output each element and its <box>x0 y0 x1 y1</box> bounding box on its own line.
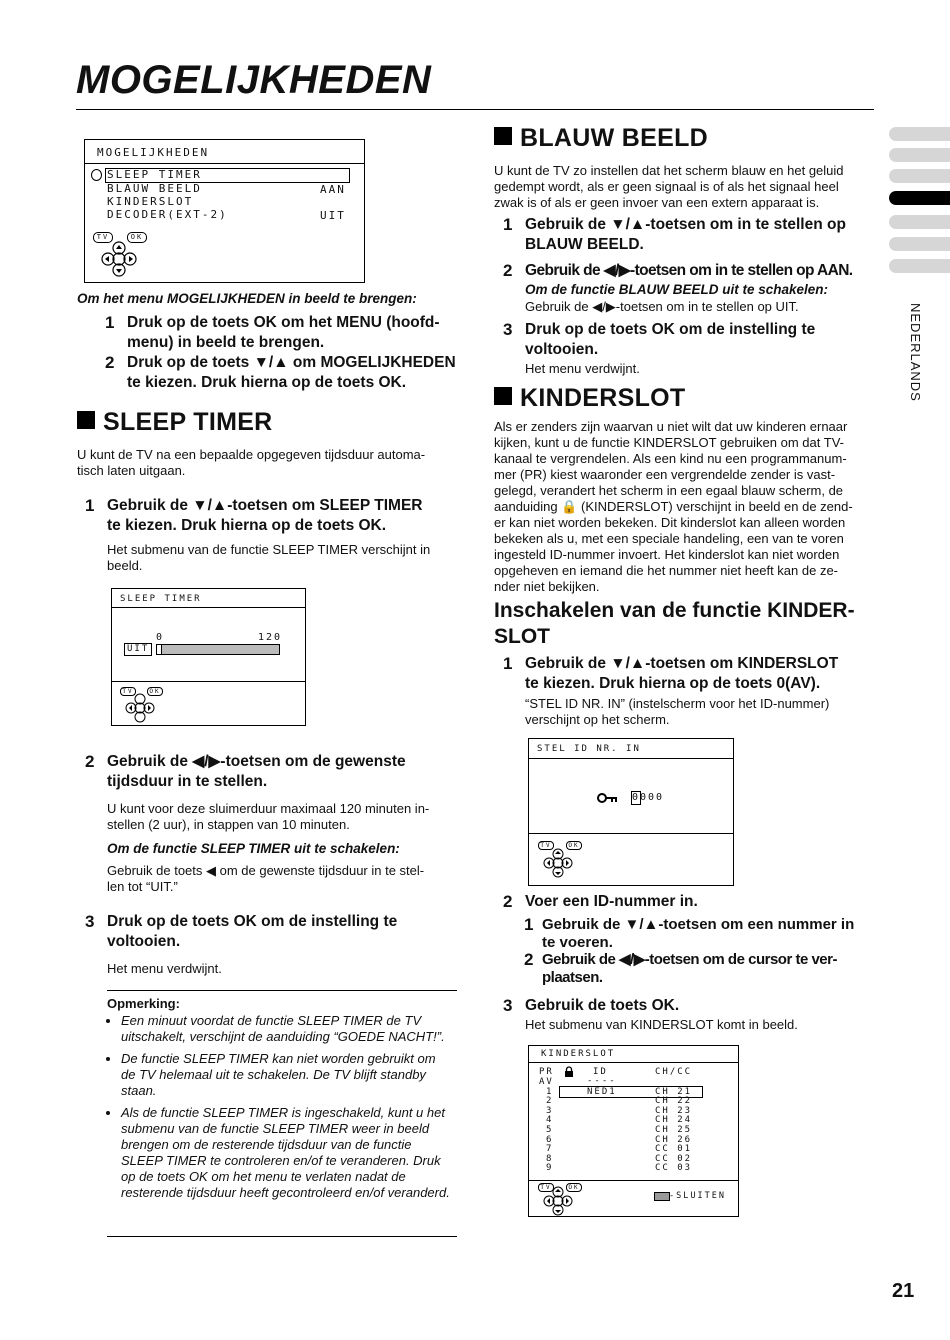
sleep-step-2-sub: U kunt voor deze sluimerduur maximaal 120 minuten in- stellen (2 uur), in stappen van 10 minuten. <box>107 801 430 832</box>
divider <box>85 163 364 164</box>
kinderslot-screen-title: KINDERSLOT <box>541 1049 616 1059</box>
intro-step-2-line-2: te kiezen. Druk hierna op de toets OK. <box>127 374 407 391</box>
table-cell-pr: 7 <box>546 1144 554 1155</box>
blauw-intro: U kunt de TV zo instellen dat het scherm blauw en het geluid gedempt wordt, als er geen signaal is of als het signaal heel zwak is of als er geen invoer van een extern apparaat is. <box>494 163 844 210</box>
sleep-timer-screen <box>111 588 306 726</box>
table-cell-ch: CH 23 <box>655 1105 693 1116</box>
lock-icon <box>564 1066 574 1077</box>
menu-item-blauw-beeld[interactable]: BLAUW BEELD <box>107 182 202 195</box>
divider <box>112 607 305 608</box>
kinder-step-2: 2 Voer een ID-nummer in. <box>503 892 698 911</box>
side-tab <box>889 259 950 273</box>
table-cell-id[interactable]: ---- <box>587 1076 617 1086</box>
step-number: 1 <box>524 915 534 934</box>
blauw-step-3: 3 Druk op de toets OK om de instelling te voltooien. <box>503 320 816 358</box>
sleep-step-3: 3 Druk op de toets OK om de instelling te voltooien. <box>85 912 398 950</box>
id-screen-title: STEL ID NR. IN <box>537 744 641 754</box>
col-header-pr: PR <box>539 1067 554 1077</box>
ok-button-icon: OK <box>127 232 147 243</box>
scale-max: 120 <box>258 632 283 643</box>
menu-value-uit: UIT <box>320 209 346 222</box>
kinder-sub-heading: Inschakelen van de functie KINDER- SLOT <box>494 599 855 648</box>
step-number: 1 <box>85 496 95 515</box>
page-title: MOGELIJKHEDEN <box>76 58 432 102</box>
square-bullet-icon <box>494 127 512 145</box>
sleep-step-2: 2 Gebruik de ◀/▶-toetsen om de gewenste tijdsduur in te stellen. <box>85 752 406 790</box>
table-cell-pr: 2 <box>546 1096 554 1107</box>
note-item: • Een minuut voordat de functie SLEEP TIMER de TV uitschakelt, verschijnt de aanduiding “GOEDE NACHT!”. <box>121 1013 450 1045</box>
note-heading: Opmerking: <box>107 996 180 1011</box>
title-rule <box>76 109 874 110</box>
tv-button-icon: TV <box>120 687 136 696</box>
step-number: 2 <box>105 353 115 372</box>
ok-button-icon: OK <box>566 841 582 850</box>
tv-button-icon: TV <box>93 232 113 243</box>
sleep-value-label: UIT <box>124 643 152 656</box>
table-cell-pr: 3 <box>546 1105 554 1116</box>
side-tab <box>889 237 950 251</box>
sleep-slider-track[interactable] <box>156 644 280 655</box>
table-cell-ch: CC 01 <box>655 1144 693 1155</box>
note-item: • Als de functie SLEEP TIMER is ingeschakeld, kunt u het submenu van de functie SLEEP TIMER weer in beeld brengen om de resterende tijdsduur van de functie SLEEP TIMER te controleren en/of te veranderen. Druk op de toets OK om het menu te verlaten nadat de resterende tijdsduur heeft gecontroleerd en/of veranderd. <box>121 1105 450 1201</box>
kinder-step-1: 1 Gebruik de ▼/▲-toetsen om KINDERSLOT te kiezen. Druk hierna op de toets 0(AV). <box>503 654 839 692</box>
step-number: 1 <box>503 215 513 234</box>
dpad-icon <box>542 1188 574 1214</box>
menu-item-sleep-timer[interactable]: SLEEP TIMER <box>107 168 202 181</box>
step-number: 2 <box>85 752 95 771</box>
table-cell-pr: 5 <box>546 1125 554 1135</box>
divider <box>529 758 733 759</box>
kinder-step-2-1: 1 Gebruik de ▼/▲-toetsen om een nummer in te voeren. <box>524 915 855 951</box>
sleep-step-1: 1 Gebruik de ▼/▲-toetsen om SLEEP TIMER te kiezen. Druk hierna op de toets OK. <box>85 496 423 534</box>
intro-step-1 <box>105 313 462 353</box>
intro-step-1-line-1: Druk op de toets OK om het MENU (hoofd- <box>127 314 440 331</box>
kinder-step-1-sub: “STEL ID NR. IN” (instelscherm voor het ID-nummer) verschijnt op het scherm. <box>525 696 830 727</box>
sleep-slider-handle[interactable] <box>157 645 162 654</box>
menu-cursor-icon <box>91 169 102 181</box>
side-tab <box>889 127 950 141</box>
sleep-step-3-sub: Het menu verdwijnt. <box>107 961 222 976</box>
side-tab <box>889 215 950 229</box>
ok-button-icon: OK <box>566 1183 582 1192</box>
key-icon <box>597 791 619 805</box>
divider <box>529 1062 738 1063</box>
step-number: 3 <box>503 996 513 1015</box>
table-cell-pr: 9 <box>546 1163 554 1174</box>
kinderslot-screen <box>528 1045 739 1217</box>
table-cell-ch: CH 24 <box>655 1115 693 1126</box>
table-cell-ch: CC 03 <box>655 1163 693 1174</box>
kinder-intro: Als er zenders zijn waarvan u niet wilt dat uw kinderen ernaar kijken, kunt u de functie KINDERSLOT gebruiken om dat TV- kanaal te vergrendelen. Als een kind nu een programmanum- mer (PR) kiest waaronder een vergrendelde zender is vast- gelegd, verandert het scherm in een egaal blauw scherm, de aanduiding 🔒 (KINDERSLOT) verschijnt in beeld en de zend- er kan niet worden bekeken. Dit kinderslot kan alleen worden bekeken als u, met een speciale handeling, een van te voren ingesteld ID-nummer invoert. Het kinderslot kan niet worden opgeheven en iemand die het nummer niet heeft kan de ze- nder niet bekijken. <box>494 419 853 594</box>
menu-value-aan: AAN <box>320 183 346 196</box>
note-rule-top <box>107 990 457 991</box>
divider <box>529 833 733 834</box>
id-input[interactable]: 0000 <box>632 792 665 803</box>
id-screen <box>528 738 734 886</box>
side-language-label: NEDERLANDS <box>908 303 923 402</box>
step-number: 3 <box>85 912 95 931</box>
sleep-timer-heading: SLEEP TIMER <box>77 408 273 437</box>
sleep-step-1-sub: Het submenu van de functie SLEEP TIMER verschijnt in beeld. <box>107 542 431 573</box>
table-cell-ch: CH 22 <box>655 1096 693 1107</box>
side-tab <box>889 169 950 183</box>
blue-button-icon <box>654 1192 670 1201</box>
dpad-icon <box>99 241 139 277</box>
col-header-ch: CH/CC <box>655 1067 693 1077</box>
intro-step-2 <box>105 353 462 393</box>
kinder-step-2-2: 2 Gebruik de ◀/▶-toetsen om de cursor te ver- plaatsen. <box>524 950 837 986</box>
table-cell-ch: CH 26 <box>655 1134 693 1145</box>
step-number: 2 <box>503 261 513 280</box>
table-cell-id[interactable]: NED1 <box>587 1086 617 1097</box>
close-label[interactable]: -SLUITEN <box>669 1191 726 1201</box>
col-header-id: ID <box>593 1067 608 1077</box>
side-tab <box>889 148 950 162</box>
menu-item-kinderslot[interactable]: KINDERSLOT <box>107 195 194 208</box>
tv-button-icon: TV <box>538 841 554 850</box>
square-bullet-icon <box>77 411 95 429</box>
kinder-step-3: 3 Gebruik de toets OK. <box>503 996 680 1015</box>
step-number: 3 <box>503 320 513 339</box>
table-cell-pr: 1 <box>546 1086 554 1097</box>
intro-step-2-line-1: Druk op de toets ▼/▲ om MOGELIJKHEDEN <box>127 354 456 371</box>
intro-step-1-line-2: menu) in beeld te brengen. <box>127 334 325 351</box>
table-cell-ch: CC 02 <box>655 1153 693 1164</box>
kinder-step-3-sub: Het submenu van KINDERSLOT komt in beeld. <box>525 1017 798 1032</box>
divider <box>112 681 305 682</box>
dpad-icon <box>124 694 156 722</box>
note-rule-bottom <box>107 1236 457 1237</box>
step-number: 2 <box>503 892 513 911</box>
tv-button-icon: TV <box>538 1183 554 1192</box>
blauw-step-3-sub: Het menu verdwijnt. <box>525 361 640 376</box>
sleep-off-heading: Om de functie SLEEP TIMER uit te schakelen: <box>107 841 400 856</box>
id-cursor <box>631 791 641 805</box>
table-cell-ch: CH 21 <box>655 1086 693 1097</box>
table-cell-pr: 4 <box>546 1115 554 1126</box>
note-item: • De functie SLEEP TIMER kan niet worden gebruikt om de TV helemaal uit te schakelen. De TV blijft standby staan. <box>121 1051 450 1099</box>
row-selection-box <box>559 1086 703 1098</box>
blauw-off-text: Gebruik de ◀/▶-toetsen om in te stellen op UIT. <box>525 299 799 314</box>
note-list <box>107 1013 450 1207</box>
table-cell-pr: 6 <box>546 1134 554 1145</box>
step-number: 2 <box>524 950 534 969</box>
sleep-off-text: Gebruik de toets ◀ om de gewenste tijdsduur in te stel- len tot “UIT.” <box>107 863 425 894</box>
sleep-screen-title: SLEEP TIMER <box>120 594 202 604</box>
table-cell-ch: CH 25 <box>655 1125 693 1135</box>
side-tab-active <box>889 191 950 205</box>
menu-item-decoder[interactable]: DECODER(EXT-2) <box>107 208 228 221</box>
intro-heading: Om het menu MOGELIJKHEDEN in beeld te brengen: <box>77 291 417 306</box>
menu-screen-title: MOGELIJKHEDEN <box>97 146 210 159</box>
ok-button-icon: OK <box>147 687 163 696</box>
square-bullet-icon <box>494 387 512 405</box>
menu-screen <box>84 139 365 283</box>
sleep-intro: U kunt de TV na een bepaalde opgegeven tijdsduur automa- tisch laten uitgaan. <box>77 447 426 478</box>
table-cell-pr: AV <box>539 1077 554 1087</box>
page-number: 21 <box>892 1280 915 1302</box>
blauw-step-1: 1 Gebruik de ▼/▲-toetsen om in te stellen op BLAUW BEELD. <box>503 215 846 253</box>
blauw-step-2: 2 Gebruik de ◀/▶-toetsen om in te stellen op AAN. <box>503 261 853 280</box>
scale-min: 0 <box>156 632 165 643</box>
kinderslot-heading: KINDERSLOT <box>494 384 686 413</box>
dpad-icon <box>542 849 574 877</box>
table-cell-pr: 8 <box>546 1153 554 1164</box>
step-number: 1 <box>503 654 513 673</box>
blauw-off-heading: Om de functie BLAUW BEELD uit te schakelen: <box>525 282 829 297</box>
step-number: 1 <box>105 313 115 332</box>
blauw-beeld-heading: BLAUW BEELD <box>494 124 708 153</box>
divider <box>529 1180 738 1181</box>
